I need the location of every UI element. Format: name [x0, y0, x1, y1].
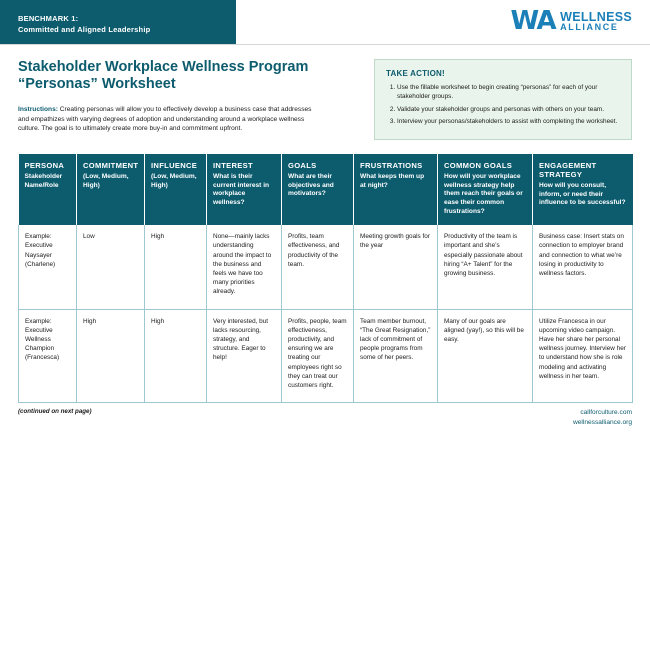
column-subtitle: (Low, Medium, High) — [83, 173, 129, 189]
cell-persona[interactable]: Example: Executive Naysayer (Charlene) — [19, 225, 77, 309]
instructions-label: Instructions: — [18, 106, 58, 113]
take-action-step: 2. Validate your stakeholder groups and personas with others on your team. — [397, 105, 620, 114]
page-title: Stakeholder Workplace Wellness Program “Personas” Worksheet — [18, 59, 309, 92]
cell-interest[interactable]: Very interested, but lacks resourcing, strategy, and structure. Eager to help! — [207, 309, 282, 403]
column-header-persona — [19, 154, 77, 225]
table-header-row — [19, 154, 633, 225]
title-block — [18, 59, 368, 134]
column-title: COMMON GOALS — [444, 161, 513, 171]
column-header-frustrations — [354, 154, 438, 225]
table-row — [19, 309, 633, 403]
footer-links — [573, 408, 632, 428]
column-subtitle: Stakeholder Name/Role — [24, 173, 63, 189]
logo-monogram-icon: WA — [510, 6, 556, 36]
benchmark-banner — [0, 0, 236, 45]
column-title: COMMITMENT — [83, 161, 139, 171]
logo-primary-text: WELLNESS — [560, 10, 632, 24]
column-subtitle: How will you consult, inform, or need their influence to be successful? — [539, 182, 626, 207]
cell-frustrations[interactable]: Team member burnout, “The Great Resignation,” lack of commitment of people programs from some of her peers. — [354, 309, 438, 403]
cell-engagement-strategy[interactable]: Business case: Insert stats on connection to employer brand and connection to what we’re losing in productivity to wellness factors. — [533, 225, 633, 309]
continued-note: (continued on next page) — [18, 408, 92, 416]
page-body — [0, 45, 650, 428]
cell-goals[interactable]: Profits, people, team effectiveness, productivity, and ensuring we are treating our employees right so they can treat our customers right. — [282, 309, 354, 403]
cell-interest[interactable]: None—mainly lacks understanding around the impact to the business and feels we have too many priorities already. — [207, 225, 282, 309]
cell-common-goals[interactable]: Productivity of the team is important and she’s especially passionate about hiring “A+ Talent” for the growing business. — [438, 225, 533, 309]
instructions-block — [18, 105, 318, 134]
instructions-text: Creating personas will allow you to effectively develop a business case that addresses and empathizes with varying degrees of adoption and understanding around a workplace wellness culture. The goal is to ultimately create more buy-in and commitment upfront. — [18, 106, 312, 133]
personas-table — [18, 154, 633, 403]
take-action-step: 3. Interview your personas/stakeholders to assist with completing the worksheet. — [397, 117, 620, 126]
cell-engagement-strategy[interactable]: Utilize Francesca in our upcoming video campaign. Have her share her personal wellness journey. Interview her to understand how she is role modeling and activating wellness in her team. — [533, 309, 633, 403]
cell-commitment[interactable]: High — [77, 309, 145, 403]
cell-influence[interactable]: High — [145, 225, 207, 309]
footer-link-callforculture[interactable]: callforculture.com — [580, 409, 632, 417]
page-footer — [18, 408, 632, 428]
intro-section — [18, 59, 632, 140]
take-action-title: TAKE ACTION! — [386, 69, 445, 78]
column-title: INTEREST — [213, 161, 253, 171]
benchmark-title: Committed and Aligned Leadership — [18, 25, 151, 34]
logo-wordmark — [560, 10, 632, 32]
column-header-commitment — [77, 154, 145, 225]
column-title: INFLUENCE — [151, 161, 198, 171]
cell-persona[interactable]: Example: Executive Wellness Champion (Francesca) — [19, 309, 77, 403]
header-divider — [0, 44, 650, 45]
column-subtitle: How will your workplace wellness strategy help them reach their goals or ease their common frustrations? — [444, 173, 523, 215]
wellness-alliance-logo — [511, 8, 633, 34]
column-title: GOALS — [288, 161, 317, 171]
column-header-engagement-strategy — [533, 154, 633, 225]
take-action-box — [374, 59, 632, 140]
benchmark-label: BENCHMARK 1: — [18, 14, 79, 23]
cell-frustrations[interactable]: Meeting growth goals for the year — [354, 225, 438, 309]
logo-secondary-text: ALLIANCE — [560, 22, 619, 32]
cell-commitment[interactable]: Low — [77, 225, 145, 309]
column-header-influence — [145, 154, 207, 225]
table-row — [19, 225, 633, 309]
cell-influence[interactable]: High — [145, 309, 207, 403]
cell-common-goals[interactable]: Many of our goals are aligned (yay!), so this will be easy. — [438, 309, 533, 403]
page-header — [0, 0, 650, 45]
column-header-goals — [282, 154, 354, 225]
column-header-interest — [207, 154, 282, 225]
column-title: ENGAGEMENT STRATEGY — [539, 161, 597, 180]
column-title: PERSONA — [24, 161, 65, 171]
column-subtitle: What is their current interest in workplace wellness? — [213, 173, 270, 206]
take-action-step: 1. Use the fillable worksheet to begin creating “personas” for each of your stakeholder groups. — [397, 83, 620, 102]
column-subtitle: What are their objectives and motivators? — [288, 173, 334, 198]
footer-link-wellnessalliance[interactable]: wellnessalliance.org — [572, 419, 632, 427]
column-header-common-goals — [438, 154, 533, 225]
column-subtitle: What keeps them up at night? — [360, 173, 425, 189]
take-action-steps — [386, 83, 620, 126]
column-title: FRUSTRATIONS — [360, 161, 423, 171]
cell-goals[interactable]: Profits, team effectiveness, and productivity of the team. — [282, 225, 354, 309]
column-subtitle: (Low, Medium, High) — [151, 173, 197, 189]
